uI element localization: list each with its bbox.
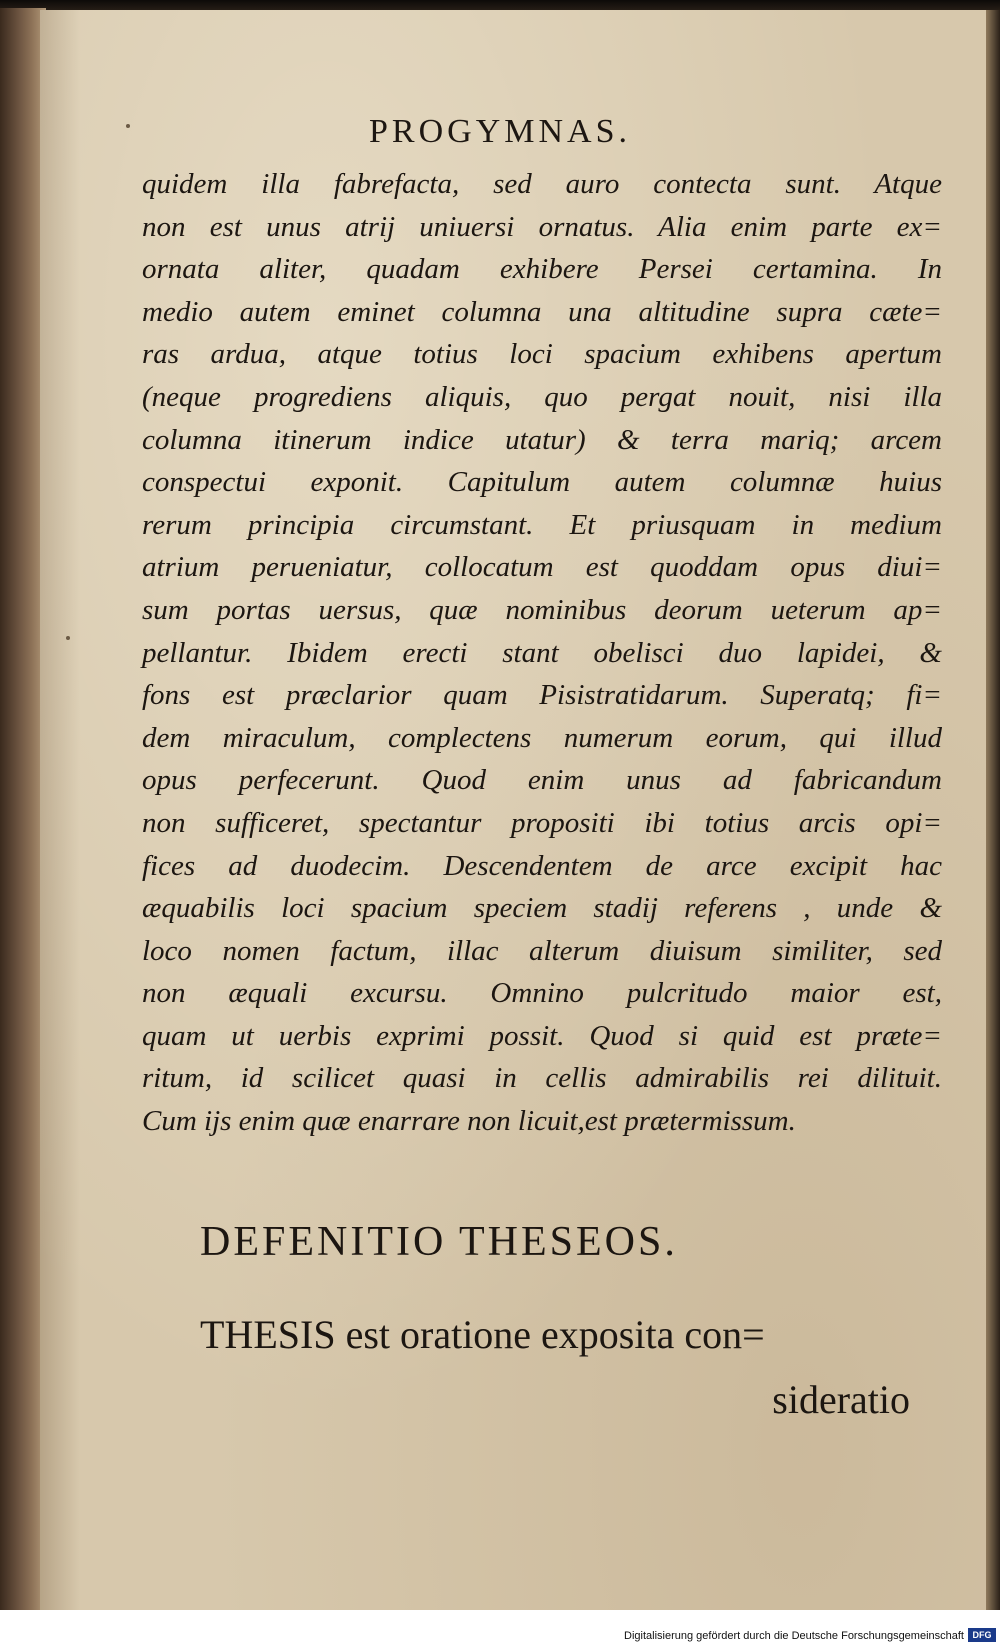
- dfg-logo: DFG: [968, 1628, 996, 1642]
- section-heading: DEFENITIO THESEOS.: [200, 1219, 678, 1265]
- text-line: columna itinerum indice utatur) & terra mariq; arcem: [142, 423, 942, 456]
- page-right-edge: [986, 10, 1000, 1610]
- thesis-text: [200, 1302, 910, 1432]
- text-line: non sufficeret, spectantur propositi ibi totius arcis opi=: [142, 806, 942, 839]
- text-line: dem miraculum, complectens numerum eorum, qui illud: [142, 721, 942, 754]
- text-line: sum portas uersus, quæ nominibus deorum ueterum ap=: [142, 593, 942, 626]
- text-line: Cum ijs enim quæ enarrare non licuit,est prætermissum.: [142, 1105, 796, 1138]
- text-line: loco nomen factum, illac alterum diuisum similiter, sed: [142, 934, 942, 967]
- text-line: æquabilis loci spacium speciem stadij referens , unde &: [142, 892, 942, 925]
- text-line: atrium perueniatur, collocatum est quoddam opus diui=: [142, 551, 942, 584]
- text-line: non est unus atrij uniuersi ornatus. Alia enim parte ex=: [142, 210, 942, 243]
- running-head: PROGYMNAS.: [369, 113, 631, 150]
- text-line: pellantur. Ibidem erecti stant obelisci duo lapidei, &: [142, 636, 942, 669]
- text-line: opus perfecerunt. Quod enim unus ad fabricandum: [142, 764, 942, 797]
- thesis-line: THESIS est oratione exposita con=: [200, 1312, 765, 1357]
- text-line: ras ardua, atque totius loci spacium exhibens apertum: [142, 338, 942, 371]
- text-line: medio autem eminet columna una altitudine supra cæte=: [142, 295, 942, 328]
- text-line: rerum principia circumstant. Et priusquam in medium: [142, 508, 942, 541]
- text-line: ritum, id scilicet quasi in cellis admirabilis rei dilituit.: [142, 1062, 942, 1095]
- text-line: fices ad duodecim. Descendentem de arce excipit hac: [142, 849, 942, 882]
- body-text: [142, 163, 942, 1143]
- text-line: quidem illa fabrefacta, sed auro contecta sunt. Atque: [142, 168, 942, 200]
- text-line: non æquali excursu. Omnino pulcritudo maior est,: [142, 977, 942, 1010]
- text-line: (neque progrediens aliquis, quo pergat nouit, nisi illa: [142, 380, 942, 413]
- text-line: conspectui exponit. Capitulum autem columnæ huius: [142, 466, 942, 499]
- text-line: fons est præclarior quam Pisistratidarum. Superatq; fi=: [142, 679, 942, 712]
- thesis-line: sideratio: [772, 1377, 910, 1422]
- text-line: quam ut uerbis exprimi possit. Quod si quid est præte=: [142, 1019, 942, 1052]
- digitization-credit: Digitalisierung gefördert durch die Deutsche Forschungsgemeinschaft: [624, 1630, 964, 1642]
- margin-speck: [66, 636, 70, 640]
- text-line: ornata aliter, quadam exhibere Persei certamina. In: [142, 253, 942, 286]
